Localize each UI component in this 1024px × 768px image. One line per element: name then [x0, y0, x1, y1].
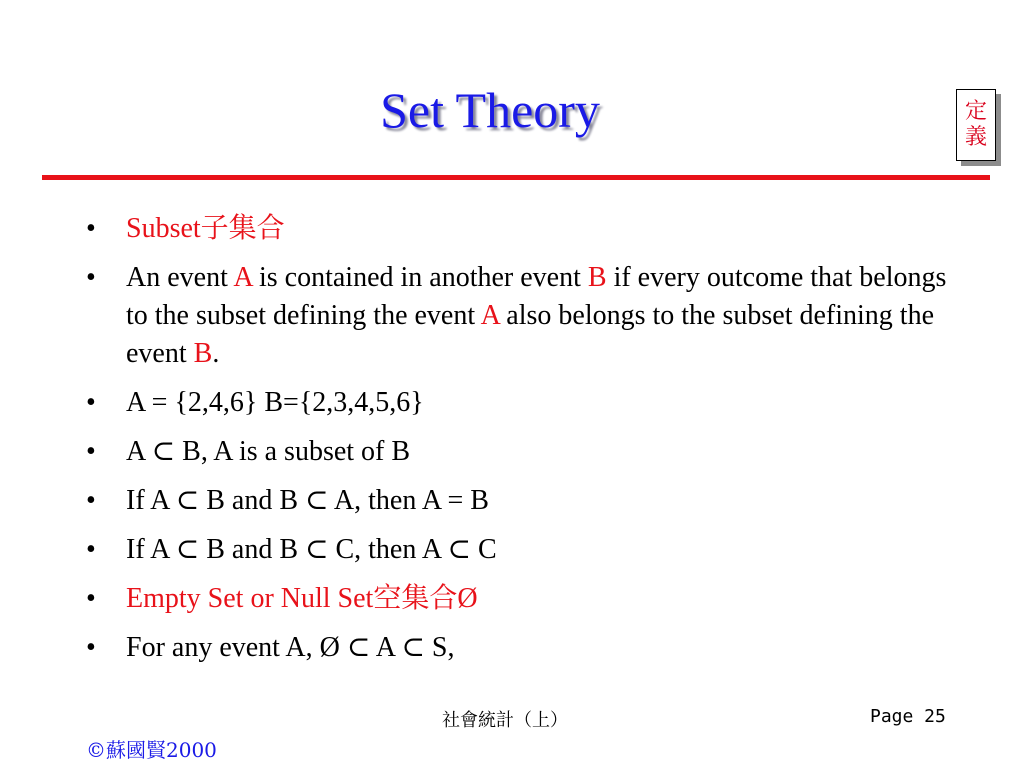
bullet-dot-icon: • — [86, 632, 96, 663]
bullet-text: An event — [126, 262, 234, 293]
bullet-item — [80, 210, 960, 248]
highlighted-text: A — [233, 262, 252, 293]
bullet-dot-icon: • — [86, 485, 96, 516]
slide-title: Set Theory — [380, 82, 600, 138]
bullet-text: If A ⊂ B and B ⊂ C, then A ⊂ C — [126, 534, 497, 565]
bullet-list — [80, 210, 960, 678]
bullet-text: A = {2,4,6} B={2,3,4,5,6} — [126, 387, 424, 418]
bullet-dot-icon: • — [86, 436, 96, 467]
bullet-dot-icon: • — [86, 583, 96, 614]
bullet-text: also belongs to the subset defining the event — [126, 300, 934, 369]
highlighted-text: A — [480, 300, 500, 331]
definition-box — [956, 89, 996, 161]
highlighted-text: Empty Set or Null Set空集合Ø — [126, 583, 478, 614]
bullet-dot-icon: • — [86, 387, 96, 418]
bullet-item — [80, 482, 960, 520]
highlighted-text: Subset子集合 — [126, 213, 285, 244]
bullet-item — [80, 531, 960, 569]
bullet-text: If A ⊂ B and B ⊂ A, then A = B — [126, 485, 489, 516]
definition-char-2: 義 — [964, 125, 987, 150]
bullet-item — [80, 629, 960, 667]
bullet-dot-icon: • — [86, 213, 96, 244]
bullet-text: . — [212, 338, 220, 369]
bullet-text: is contained in another event — [252, 262, 588, 293]
bullet-text: For any event A, Ø ⊂ A ⊂ S, — [126, 632, 455, 663]
bullet-dot-icon: • — [86, 534, 96, 565]
bullet-text: A ⊂ B, A is a subset of B — [126, 436, 411, 467]
footer-page-number: Page 25 — [870, 706, 946, 727]
bullet-item — [80, 384, 960, 422]
bullet-item — [80, 580, 960, 618]
bullet-text: if every outcome that belongs to the subset defining the event — [126, 262, 947, 331]
footer-course: 社會統計（上） — [442, 710, 568, 731]
footer-copyright: ©蘇國賢2000 — [86, 738, 217, 762]
highlighted-text: B — [193, 338, 213, 369]
bullet-dot-icon: • — [86, 262, 96, 293]
definition-char-1: 定 — [964, 99, 987, 124]
highlighted-text: B — [587, 262, 607, 293]
title-divider — [42, 175, 990, 180]
bullet-item — [80, 259, 960, 373]
bullet-item — [80, 433, 960, 471]
